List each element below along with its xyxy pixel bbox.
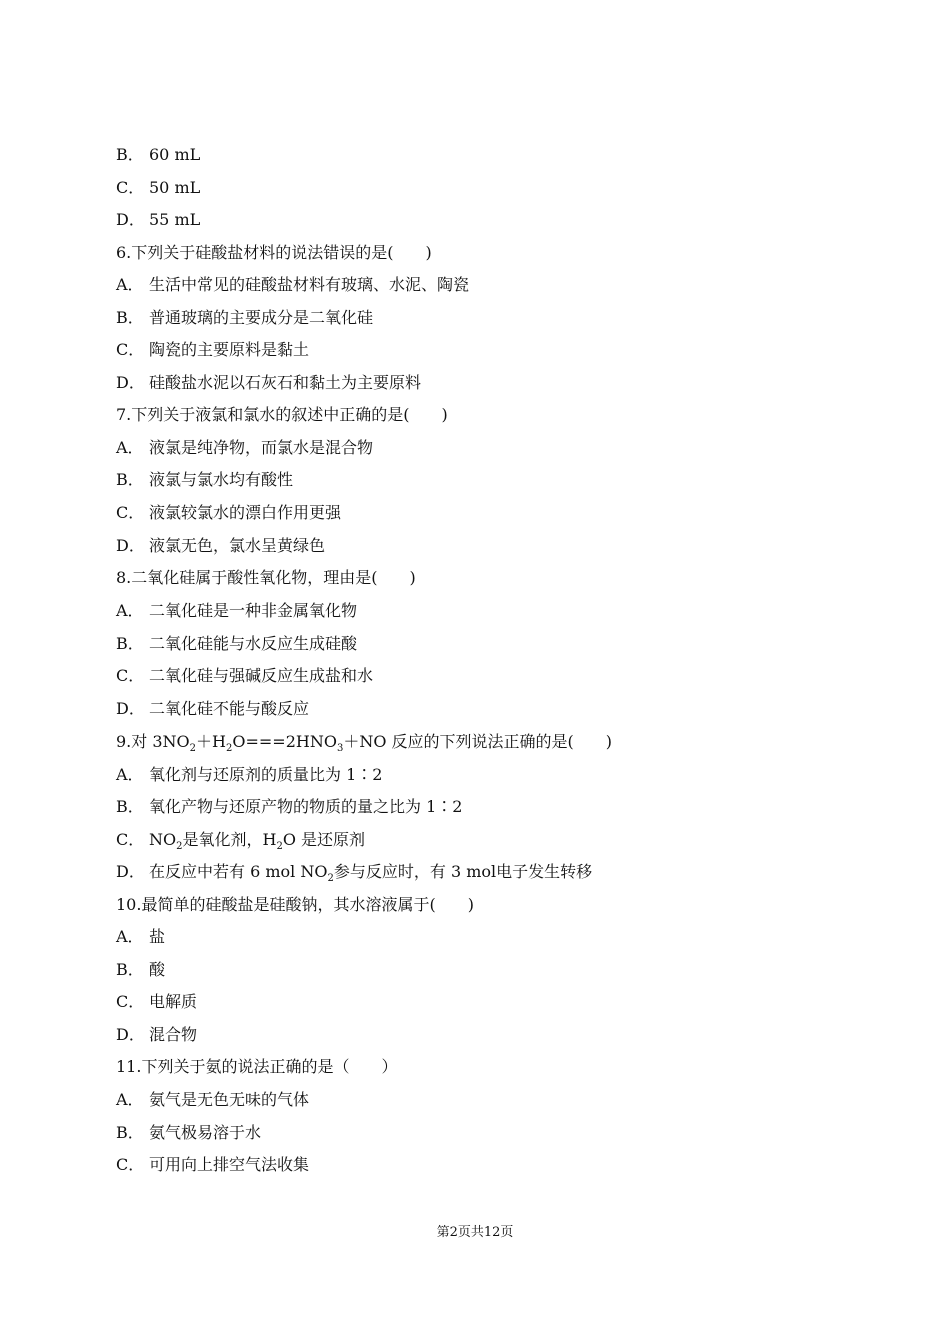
option-5-d xyxy=(116,210,200,230)
option-label: A． xyxy=(116,1090,144,1109)
option-label: B． xyxy=(116,1123,144,1142)
option-8-c xyxy=(116,666,373,686)
option-label: B． xyxy=(116,797,144,816)
option-6-d xyxy=(116,373,421,393)
option-label: A． xyxy=(116,601,144,620)
option-7-b xyxy=(116,470,293,490)
option-9-b xyxy=(116,797,462,817)
option-text-part: 在反应中若有 6 mol NO xyxy=(149,862,328,881)
option-text: 陶瓷的主要原料是黏土 xyxy=(149,340,310,359)
question-8: 8.二氧化硅属于酸性氧化物，理由是( ) xyxy=(116,568,416,587)
option-text: 氨气极易溶于水 xyxy=(149,1123,262,1142)
option-7-c xyxy=(116,503,341,523)
option-10-b xyxy=(116,960,165,980)
option-text-part: 参与反应时，有 3 mol电子发生转移 xyxy=(333,862,593,881)
option-text: 氧化产物与还原产物的物质的量之比为 1∶2 xyxy=(149,797,463,816)
q9-text-part: ＋H xyxy=(196,732,226,751)
option-text: 液氯较氯水的漂白作用更强 xyxy=(149,503,342,522)
option-text: 液氯与氯水均有酸性 xyxy=(149,470,294,489)
option-text: 50 mL xyxy=(149,178,201,197)
option-text: 氨气是无色无味的气体 xyxy=(149,1090,310,1109)
option-text-part: O 是还原剂 xyxy=(282,830,366,849)
option-text: 二氧化硅是一种非金属氧化物 xyxy=(149,601,358,620)
option-label: C． xyxy=(116,1155,145,1174)
page-footer: 第2页共12页 xyxy=(436,1225,514,1240)
option-text: 二氧化硅能与水反应生成硅酸 xyxy=(149,634,358,653)
option-11-b xyxy=(116,1123,261,1143)
option-text: 混合物 xyxy=(149,1025,198,1044)
option-6-a xyxy=(116,275,469,295)
option-label: C． xyxy=(116,666,145,685)
subscript: 3 xyxy=(336,743,344,754)
option-text: 60 mL xyxy=(149,145,201,164)
question-6: 6.下列关于硅酸盐材料的说法错误的是( ) xyxy=(116,243,432,262)
option-label: C． xyxy=(116,992,145,1011)
option-label: D． xyxy=(116,210,145,229)
q9-text-part: O===2HNO xyxy=(232,732,337,751)
option-label: C． xyxy=(116,340,145,359)
option-8-a xyxy=(116,601,357,621)
option-label: A． xyxy=(116,438,144,457)
option-text: 硅酸盐水泥以石灰石和黏土为主要原料 xyxy=(149,373,422,392)
option-9-c xyxy=(116,830,365,850)
option-5-c xyxy=(116,178,200,198)
option-9-d xyxy=(116,862,592,882)
option-label: D． xyxy=(116,536,145,555)
q9-text-part: 9.对 3NO xyxy=(116,732,190,751)
option-8-d xyxy=(116,699,309,719)
option-text: 液氯无色，氯水呈黄绿色 xyxy=(149,536,326,555)
option-label: B． xyxy=(116,960,144,979)
option-text: 可用向上排空气法收集 xyxy=(149,1155,310,1174)
option-label: B． xyxy=(116,470,144,489)
option-text: 55 mL xyxy=(149,210,201,229)
option-label: A． xyxy=(116,927,144,946)
question-9 xyxy=(116,732,612,752)
option-11-a xyxy=(116,1090,309,1110)
option-text-part: 是氧化剂，H xyxy=(182,830,277,849)
option-text: 酸 xyxy=(149,960,166,979)
option-label: B． xyxy=(116,145,144,164)
option-11-c xyxy=(116,1155,309,1175)
option-label: A． xyxy=(116,765,144,784)
subscript: 2 xyxy=(327,873,334,884)
option-5-b xyxy=(116,145,200,165)
option-text: 液氯是纯净物，而氯水是混合物 xyxy=(149,438,374,457)
option-6-c xyxy=(116,340,309,360)
option-label: D． xyxy=(116,699,145,718)
subscript: 2 xyxy=(276,841,283,852)
option-text: 二氧化硅与强碱反应生成盐和水 xyxy=(149,666,374,685)
option-6-b xyxy=(116,308,373,328)
option-label: D． xyxy=(116,862,145,881)
option-label: B． xyxy=(116,634,144,653)
option-text-part: NO xyxy=(149,830,177,849)
option-text: 普通玻璃的主要成分是二氧化硅 xyxy=(149,308,374,327)
option-text: 二氧化硅不能与酸反应 xyxy=(149,699,310,718)
option-8-b xyxy=(116,634,357,654)
option-label: A． xyxy=(116,275,144,294)
question-10: 10.最简单的硅酸盐是硅酸钠，其水溶液属于( ) xyxy=(116,895,474,914)
option-7-d xyxy=(116,536,325,556)
option-10-c xyxy=(116,992,197,1012)
subscript: 2 xyxy=(176,841,183,852)
option-label: C． xyxy=(116,830,145,849)
option-label: B． xyxy=(116,308,144,327)
option-text: 生活中常见的硅酸盐材料有玻璃、水泥、陶瓷 xyxy=(149,275,470,294)
option-7-a xyxy=(116,438,373,458)
option-9-a xyxy=(116,765,382,785)
option-text: 氧化剂与还原剂的质量比为 1∶2 xyxy=(149,765,383,784)
option-label: C． xyxy=(116,178,145,197)
option-label: D． xyxy=(116,1025,145,1044)
option-label: D． xyxy=(116,373,145,392)
option-text: 电解质 xyxy=(149,992,198,1011)
option-10-d xyxy=(116,1025,197,1045)
option-10-a xyxy=(116,927,165,947)
q9-text-part: ＋NO 反应的下列说法正确的是( ) xyxy=(343,732,613,751)
subscript: 2 xyxy=(226,743,233,754)
subscript: 2 xyxy=(189,743,197,754)
question-11: 11.下列关于氨的说法正确的是（ ） xyxy=(116,1057,398,1076)
question-7: 7.下列关于液氯和氯水的叙述中正确的是( ) xyxy=(116,405,448,424)
option-label: C． xyxy=(116,503,145,522)
option-text: 盐 xyxy=(149,927,166,946)
